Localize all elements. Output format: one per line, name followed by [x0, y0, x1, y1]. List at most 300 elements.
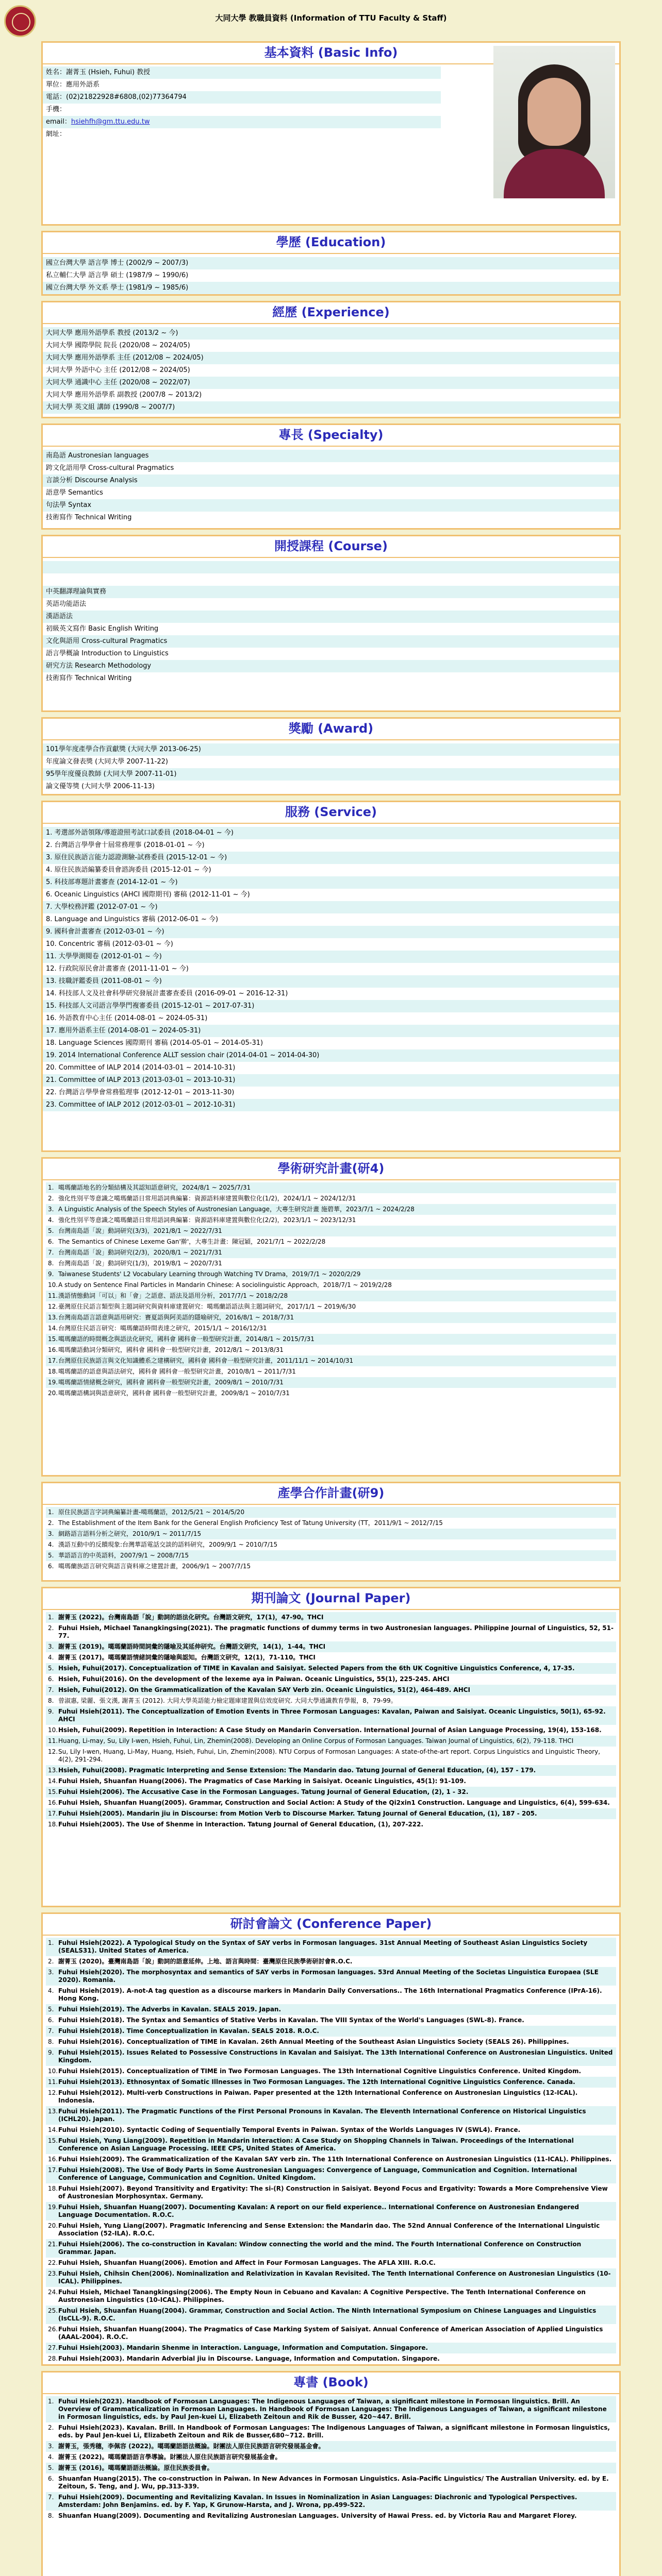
item-text: 漢語情態動詞「可以」和「會」之語意、語法及語用分析，2017/7/1 ~ 2018/2/28 — [58, 1292, 288, 1299]
item-text: 台灣南島語「說」動詞研究(3/3)，2021/8/1 ~ 2022/7/31 — [58, 1227, 222, 1234]
list-item — [46, 1334, 616, 1345]
site-title: 大同大學 教職員資料 (Information of TTU Faculty & Staff) — [215, 13, 447, 23]
list-item — [46, 1388, 616, 1399]
list-number: 20. — [48, 1389, 58, 1397]
list-item: 4. 原住民族語編纂委員會諮詢委員 (2015-12-01 ~ 今) — [43, 864, 619, 876]
item-text: Fuhui Hsieh(2009). Documenting and Revitalizing Kavalan. In Issues in Nominalization in Asian Languages: Diachronic and Typological Perspectives. Amsterdam: John Benjamins. ed. by F. Yap, K Grunow-Harsta, and J. Wrona, pp.499-522. — [58, 2494, 577, 2509]
list-number: 18. — [48, 1368, 58, 1375]
list-item — [46, 2106, 616, 2125]
list-number: 25. — [48, 2307, 58, 2314]
list-item — [46, 2066, 616, 2077]
list-item: 3. 原住民族語言能力認證測驗-試務委員 (2015-12-01 ~ 今) — [43, 852, 619, 864]
item-text: 謝菁玉，張秀穗，李佩容 (2022)。噶瑪蘭語語法概論。財團法人原住民族語言研究發展基金會。 — [58, 2443, 325, 2450]
item-text: A study on Sentence Final Particles in Mandarin Chinese: A sociolinguistic Approach，2018/7/1 ~ 2019/2/28 — [58, 1281, 392, 1289]
item-text: 強化性別平等意識之噶瑪蘭語日常用語詞典編纂：資源語料庫建置與數位化(2/2)，2023/1/1 ~ 2023/12/31 — [58, 1216, 356, 1224]
item-text: Fuhui Hsieh(2012). Multi-verb Constructions in Paiwan. Paper presented at the 12th International Conference on Austronesian Linguistics (12-ICAL). Indonesia. — [58, 2089, 578, 2104]
item-text: 謝菁玉 (2016)。噶瑪蘭語語法概論。原住民族委員會。 — [58, 2464, 213, 2471]
list-item — [46, 2183, 616, 2202]
list-item — [46, 1204, 616, 1215]
item-text: 網路語言語料分析之研究，2010/9/1 ~ 2011/7/15 — [58, 1530, 202, 1537]
list-item — [46, 1323, 616, 1334]
basic-info-section — [41, 41, 621, 226]
list-item — [46, 1529, 616, 1539]
list-number: 21. — [48, 2241, 58, 2248]
list-item: 大同大學 通識中心 主任 (2020/08 ~ 2022/07) — [43, 377, 619, 389]
item-text: 謝菁玉 (2020)。臺灣南島語「說」動詞的語意延伸。上地、語言與時間：臺灣原住民族學術研討會R.O.C. — [58, 1958, 353, 1965]
list-item — [46, 2154, 616, 2165]
item-text: 台灣原住民語言研究：噶瑪蘭語時間表達之研究，2015/1/1 ~ 2016/12/31 — [58, 1325, 267, 1332]
list-item: 20. Committee of IALP 2014 (2014-03-01 ~ 2014-10-31) — [43, 1062, 619, 1074]
section-title: 產學合作計畫(研9) — [43, 1483, 619, 1505]
list-item — [46, 1696, 616, 1706]
item-text: Fuhui Hsieh(2007). Beyond Transitivity and Ergativity: The si-(R) Construction in Saisiyat. Beyond Focus and Ergativity: Towards a More Comprehensive View of Austronesian Morphosyntax. Germany. — [58, 2185, 608, 2200]
item-text: Hsieh, Fuhui(2016). On the development of the lexeme aya in Paiwan. Oceanic Linguistics, 55(1), 225-245. AHCI — [58, 1675, 450, 1683]
list-item: 國立台灣大學 外文系 學士 (1981/9 ~ 1985/6) — [43, 282, 619, 294]
item-text: Fuhui Hsieh, Shuanfan Huang(2004). The Pragmatics of Case Marking System of Saisiyat. Annual Conference of American Association of Applied Linguistics (AAAL-2004). R.O.C. — [58, 2326, 603, 2341]
content — [41, 41, 621, 2576]
item-text: Fuhui Hsieh(2023). Handbook of Formosan Languages: The Indigenous Languages of Taiwan, a significant milestone in Formosan linguistics. Brill. An Overview of Grammaticalization in Formosan Languages. In Handbook of Formosan Languages: The Indigenous Languages of Taiwan, a significant milestone in Formosan linguistics, eds. by Paul Jen-kuei Li, Elizabeth Zeitoun and Rik de Busser, 420~447. Brill. — [58, 2398, 607, 2420]
list-number: 8. — [48, 1697, 54, 1704]
service-section — [41, 801, 621, 1152]
list-item — [46, 2004, 616, 2015]
list-item — [43, 561, 619, 573]
list-number: 23. — [48, 2270, 58, 2277]
list-number: 8. — [48, 1260, 54, 1267]
list-item — [46, 2306, 616, 2324]
list-item — [46, 1561, 616, 1572]
item-text: 噶瑪蘭語的時間概念與語法化研究，國科會 國科會一般型研究計畫，2014/8/1 ~ 2015/7/31 — [58, 1335, 315, 1343]
list-item: 17. 應用外語系主任 (2014-08-01 ~ 2024-05-31) — [43, 1025, 619, 1037]
list-number: 4. — [48, 1987, 54, 1994]
list-item: 18. Language Sciences 國際期刊 審稿 (2014-05-01 ~ 2014-05-31) — [43, 1037, 619, 1049]
item-text: 噶瑪蘭語動詞分類研究，國科會 國科會一般型研究計畫，2012/8/1 ~ 2013/8/31 — [58, 1346, 284, 1353]
list-item — [46, 2258, 616, 2268]
list-item: 2. 台灣語言學學會十屆常務理事 (2018-01-01 ~ 今) — [43, 839, 619, 852]
list-number: 19. — [48, 2204, 58, 2211]
item-text: 原住民族語言字詞典編纂計畫-噶瑪蘭語，2012/5/21 ~ 2014/5/20 — [58, 1509, 245, 1516]
list-item — [46, 2452, 616, 2463]
list-number: 14. — [48, 2126, 58, 2133]
list-item — [46, 1674, 616, 1685]
list-number: 13. — [48, 2108, 58, 2115]
list-number: 28. — [48, 2355, 58, 2362]
list-item: 大同大學 應用外語學系 副教授 (2007/8 ~ 2013/2) — [43, 389, 619, 401]
item-text: Shuanfan Huang(2009). Documenting and Revitalizing Austronesian Languages. University of Hawai Press. ed. by Victoria Rau and Margaret Florey. — [58, 2512, 577, 2519]
list-number: 1. — [48, 2398, 54, 2405]
list-item — [46, 1986, 616, 2004]
list-item — [46, 1550, 616, 1561]
item-text: Su, Lily I-wen, Huang, Li-May, Huang, Hsieh, Fuhui, Lin, Zhemin(2008). NTU Corpus of Formosan Languages: A state-of-the-art report. Corpus Linguistics and Linguistic Theory, 4(2), 291-294. — [58, 1748, 601, 1763]
list-item: 句法學 Syntax — [43, 499, 619, 512]
list-item: 南島語 Austronesian languages — [43, 450, 619, 462]
list-number: 7. — [48, 1686, 54, 1693]
section-title: 經歷 (Experience) — [43, 302, 619, 324]
list-number: 20. — [48, 2222, 58, 2229]
item-text: 曾淑惠, 梁麗、張文漢, 謝菁玉 (2012). 大同大學英語能力檢定題庫建置與信效度研究. 大同大學通識教育學報，8，79-99。 — [58, 1697, 397, 1704]
list-item: 漢語語法 — [43, 611, 619, 623]
list-item — [46, 2165, 616, 2183]
list-number: 27. — [48, 2344, 58, 2351]
list-number: 18. — [48, 1821, 58, 1828]
list-item — [46, 2463, 616, 2473]
list-number: 15. — [48, 1788, 58, 1795]
list-number: 2. — [48, 1958, 54, 1965]
list-number: 22. — [48, 2259, 58, 2266]
list-item: 11. 大學學測閱卷 (2012-01-01 ~ 今) — [43, 951, 619, 963]
list-number: 5. — [48, 1665, 54, 1672]
list-item: 22. 台灣語言學學會常務監理事 (2012-12-01 ~ 2013-11-30) — [43, 1087, 619, 1099]
list-item — [46, 1967, 616, 1986]
list-item — [46, 2287, 616, 2306]
section-title: 專長 (Specialty) — [43, 425, 619, 447]
list-number: 6. — [48, 1238, 54, 1245]
list-item: 12. 行政院原民會計畫審查 (2011-11-01 ~ 今) — [43, 963, 619, 975]
list-number: 1. — [48, 1614, 54, 1621]
list-item: 語意學 Semantics — [43, 487, 619, 499]
item-text: Fuhui Hsieh(2005). Mandarin jiu in Discourse: from Motion Verb to Discourse Marker. Tatung Journal of General Education, (1), 187 - 205. — [58, 1810, 537, 1817]
list-number: 7. — [48, 2494, 54, 2501]
list-number: 5. — [48, 2464, 54, 2471]
item-text: 謝菁玉 (2022)。噶瑪蘭語語言學導論。財團法人原住民族語言研究發展基金會。 — [58, 2453, 282, 2461]
email-row: email：hsiehfh@gm.ttu.edu.tw — [43, 116, 441, 128]
specialty-section — [41, 423, 621, 530]
list-number: 2. — [48, 1195, 54, 1202]
item-text: 台灣南島語「說」動詞研究(1/3)，2019/8/1 ~ 2020/7/31 — [58, 1260, 222, 1267]
list-item — [46, 1725, 616, 1736]
list-item — [46, 2396, 616, 2422]
item-text: The Establishment of the Item Bank for the General English Proficiency Test of Tatung University (TT，2011/9/1 ~ 2012/7/15 — [58, 1519, 443, 1527]
book-section — [41, 2371, 621, 2576]
list-item — [46, 1236, 616, 1247]
section-title: 學歷 (Education) — [43, 232, 619, 254]
list-item: 5. 科技部專題計畫審查 (2014-12-01 ~ 今) — [43, 876, 619, 889]
list-number: 1. — [48, 1509, 54, 1516]
list-number: 12. — [48, 1748, 58, 1755]
item-text: Fuhui Hsieh(2011). The Conceptualization of Emotion Events in Three Formosan Languages: Kavalan, Paiwan and Saisiyat. Oceanic Linguistics, 50(1), 65-92. AHCI — [58, 1708, 606, 1723]
list-number: 12. — [48, 2089, 58, 2096]
section-title: 期刊論文 (Journal Paper) — [43, 1588, 619, 1610]
industry-section — [41, 1482, 621, 1582]
list-number: 14. — [48, 1325, 58, 1332]
list-item: 大同大學 外語中心 主任 (2012/08 ~ 2024/05) — [43, 364, 619, 377]
section-title: 開授課程 (Course) — [43, 536, 619, 558]
list-item — [46, 2343, 616, 2353]
list-number: 17. — [48, 1357, 58, 1364]
list-item — [46, 1663, 616, 1674]
conference-list — [43, 1936, 619, 2368]
list-number: 3. — [48, 1969, 54, 1976]
list-item — [46, 2037, 616, 2047]
item-text: Fuhui Hsieh, Shuanfan Huang(2007). Documenting Kavalan: A report on our field experience.. International Conference on Austronesian Endangered Language Documentation. R.O.C. — [58, 2204, 580, 2218]
list-item — [46, 1301, 616, 1312]
item-text: Fuhui Hsieh, Shuanfan Huang(2005). Grammar, Construction and Social Action: A Study of the Qi2xin1 Construction. Language and Linguistics, 6(4), 599-634. — [58, 1799, 610, 1806]
phone-row: 電話：(02)21822928#6808,(02)77364794 — [43, 91, 441, 104]
list-item — [46, 1706, 616, 1725]
list-item: 大同大學 英文組 講師 (1990/8 ~ 2007/7) — [43, 401, 619, 414]
list-item: 論文優等獎 (大同大學 2006-11-13) — [43, 781, 619, 793]
item-text: Fuhui Hsieh(2008). The Use of Body Parts in Some Austronesian Languages: Convergence of Language, Communication and Cognition. International Conference of Language, Communication and Cognition. United Kingdom. — [58, 2166, 577, 2181]
list-item — [46, 2026, 616, 2037]
list-number: 5. — [48, 1227, 54, 1234]
list-item: 1. 考選部外語領隊/導遊證照考試口試委員 (2018-04-01 ~ 今) — [43, 827, 619, 839]
profile-photo — [493, 46, 615, 198]
list-item: 6. Oceanic Linguistics (AHCI 國際期刊) 審稿 (2012-11-01 ~ 今) — [43, 889, 619, 901]
list-item — [46, 2492, 616, 2511]
list-item — [46, 1215, 616, 1226]
list-item — [46, 2473, 616, 2492]
list-item — [46, 1787, 616, 1798]
list-item — [46, 2268, 616, 2287]
list-item: 技術寫作 Technical Writing — [43, 512, 619, 524]
list-item — [46, 1747, 616, 1765]
list-number: 6. — [48, 1563, 54, 1570]
list-item: 21. Committee of IALP 2013 (2013-03-01 ~ 2013-10-31) — [43, 1074, 619, 1087]
list-item — [46, 2015, 616, 2026]
list-item — [46, 2239, 616, 2258]
item-text: 噶瑪蘭語情緒概念研究，國科會 國科會一般型研究計畫，2009/8/1 ~ 2010/7/31 — [58, 1379, 284, 1386]
list-number: 3. — [48, 2443, 54, 2450]
item-text: Fuhui Hsieh(2006). The Accusative Case in the Formosan Languages. Tatung Journal of General Education, (2), 1 - 32. — [58, 1788, 469, 1795]
item-text: 漢語互動中的反饋現象:台灣華語電話交談的語料研究，2009/9/1 ~ 2010/7/15 — [58, 1541, 278, 1548]
item-text: Fuhui Hsieh(2006). The co-construction in Kavalan: Window connecting the world and the mind. The Fourth International Conference on Construction Grammar. Japan. — [58, 2241, 582, 2256]
list-item — [46, 2511, 616, 2521]
list-item — [46, 1819, 616, 1830]
experience-section — [41, 301, 621, 418]
list-number: 6. — [48, 2016, 54, 2024]
item-text: Hsieh, Fuhui(2017). Conceptualization of TIME in Kavalan and Saisiyat. Selected Papers from the 6th UK Cognitive Linguistics Conference, 4, 17-35. — [58, 1665, 575, 1672]
list-item — [46, 2136, 616, 2154]
list-item: 初級英文寫作 Basic English Writing — [43, 623, 619, 635]
item-text: 謝菁玉 (2022)。台灣南島語「說」動詞的語法化研究。台灣語文研究，17(1)，47-90。THCI — [58, 1614, 324, 1621]
book-list — [43, 2394, 619, 2526]
list-number: 24. — [48, 2289, 58, 2296]
list-item — [46, 1736, 616, 1747]
list-item — [46, 1258, 616, 1269]
list-number: 11. — [48, 2078, 58, 2086]
list-number: 9. — [48, 2049, 54, 2056]
item-text: 台灣原住民族語言與文化知識體系之建構研究，國科會 國科會一般型研究計畫，2011/11/1 ~ 2014/10/31 — [58, 1357, 354, 1364]
item-text: Fuhui Hsieh(2019). A-not-A tag question as a discourse markers in Mandarin Daily Conversations.. The 16th International Pragmatics Conference (IPrA-16). Hong Kong. — [58, 1987, 602, 2002]
courses-section — [41, 535, 621, 712]
list-item — [46, 1280, 616, 1291]
list-item — [46, 1507, 616, 1518]
item-text: Fuhui Hsieh, Michael Tanangkingsing(2021). The pragmatic functions of dummy terms in two Austronesian languages. Philippine Journal of Linguistics, 52, 51-77. — [58, 1624, 614, 1639]
list-number: 7. — [48, 2027, 54, 2035]
section-title: 專書 (Book) — [43, 2372, 619, 2394]
list-item: 跨文化語用學 Cross-cultural Pragmatics — [43, 462, 619, 474]
item-text: Shuanfan Huang(2015). The co-construction in Paiwan. In New Advances in Formosan Linguistics. Asia-Pacific Linguistics/ The Australian University. ed. by E. Zeitoun, S. Teng, and J. Wu, pp.313-339. — [58, 2475, 609, 2490]
item-text: Fuhui Hsieh(2010). Syntactic Coding of Sequentially Temporal Events in Paiwan. Syntax of the Worlds Languages IV (SWL4). France. — [58, 2126, 521, 2133]
list-number: 2. — [48, 1624, 54, 1632]
item-text: Fuhui Hsieh(2018). Time Conceptualization in Kavalan. SEALS 2018. R.O.C. — [58, 2027, 319, 2035]
item-text: 噶瑪蘭族語言研究與語言資料庫之建置計畫，2006/9/1 ~ 2007/7/15 — [58, 1563, 251, 1570]
list-number: 4. — [48, 2453, 54, 2461]
list-item — [46, 1193, 616, 1204]
list-number: 4. — [48, 1216, 54, 1224]
list-number: 12. — [48, 1303, 58, 1310]
list-item: 語言學概論 Introduction to Linguistics — [43, 648, 619, 660]
item-text: 臺灣原住民語言類型與主題詞研究與資料庫建置研究：噶瑪蘭語語法與主題詞研究，2017/1/1 ~ 2019/6/30 — [58, 1303, 356, 1310]
list-item — [46, 1355, 616, 1366]
list-item: 國立台灣大學 語言學 博士 (2002/9 ~ 2007/3) — [43, 257, 619, 269]
list-item: 研究方法 Research Methodology — [43, 660, 619, 672]
list-item: 14. 科技部人文及社會科學研究發展計畫審查委員 (2016-09-01 ~ 2016-12-31) — [43, 988, 619, 1000]
item-text: Fuhui Hsieh, Shuanfan Huang(2006). Emotion and Affect in Four Formosan Languages. The AFLA XIII. R.O.C. — [58, 2259, 436, 2266]
item-text: Taiwanese Students' L2 Vocabulary Learning through Watching TV Drama，2019/7/1 ~ 2020/2/29 — [58, 1270, 361, 1278]
list-number: 1. — [48, 1184, 54, 1191]
list-item — [46, 1366, 616, 1377]
list-number: 6. — [48, 2475, 54, 2482]
section-title: 獎勵 (Award) — [43, 719, 619, 740]
item-text: 台灣南島語「說」動詞研究(2/3)，2020/8/1 ~ 2021/7/31 — [58, 1249, 222, 1256]
list-number: 2. — [48, 2424, 54, 2431]
website-row: 網址： — [43, 128, 441, 141]
list-item — [46, 1685, 616, 1696]
research-list — [43, 1180, 619, 1403]
list-item — [46, 1798, 616, 1808]
list-item: 7. 大學校務評鑑 (2012-07-01 ~ 今) — [43, 901, 619, 913]
list-item — [46, 1938, 616, 1956]
item-text: 噶瑪蘭語的語意與語法研究，國科會 國科會一般型研究計畫，2010/8/1 ~ 2011/7/31 — [58, 1368, 296, 1375]
item-text: Fuhui Hsieh, Shuanfan Huang(2004). Grammar, Construction and Social Action. The Ninth International Symposium on Chinese Languages and Linguistics (IsCLL-9). R.O.C. — [58, 2307, 597, 2322]
journal-list — [43, 1610, 619, 1834]
list-item: 英語功能語法 — [43, 598, 619, 611]
list-item — [46, 1345, 616, 1355]
list-item: 言談分析 Discourse Analysis — [43, 474, 619, 487]
list-item — [46, 1182, 616, 1193]
item-text: 噶瑪蘭語構詞與語意研究，國科會 國科會一般型研究計畫，2009/8/1 ~ 2010/7/31 — [58, 1389, 290, 1397]
list-number: 4. — [48, 1541, 54, 1548]
email-link[interactable]: hsiehfh@gm.ttu.edu.tw — [71, 118, 150, 126]
list-number: 16. — [48, 2156, 58, 2163]
item-text: Fuhui Hsieh(2009). The Grammaticalization of the Kavalan SAY verb zin. The 11th International Conference on Austronesian Linguistics (11-ICAL). Philippines. — [58, 2156, 612, 2163]
list-item — [46, 2441, 616, 2452]
item-text: Fuhui Hsieh(2015). Conceptualization of TIME in Two Formosan Languages. The 13th International Cognitive Linguistics Conference. United Kingdom. — [58, 2067, 582, 2075]
list-number: 10. — [48, 1281, 58, 1289]
list-number: 2. — [48, 1519, 54, 1527]
list-number: 9. — [48, 1270, 54, 1278]
award-section — [41, 717, 621, 795]
industry-list — [43, 1505, 619, 1576]
list-number: 15. — [48, 1335, 58, 1343]
list-item: 13. 技職評鑑委員 (2011-08-01 ~ 今) — [43, 975, 619, 988]
list-item — [46, 1377, 616, 1388]
list-number: 1. — [48, 1939, 54, 1946]
list-item: 101學年度產學合作貢獻獎 (大同大學 2013-06-25) — [43, 743, 619, 756]
item-text: Fuhui Hsieh(2005). The Use of Shenme in Interaction. Tatung Journal of General Education, (1), 207-222. — [58, 1821, 424, 1828]
item-text: Huang, Li-may, Su, Lily I-wen, Hsieh, Fuhui, Lin, Zhemin(2008). Developing an Online Corpus of Formosan Languages. Taiwan Journal of Linguistics, 6(2), 79-118. THCI — [58, 1737, 574, 1744]
list-item — [46, 2125, 616, 2136]
item-text: Fuhui Hsieh, Yung Liang(2007). Pragmatic Inferencing and Sense Extension: the Mandarin dao. The 52nd Annual Conference of the International Linguistic Association (52-ILA). R.O.C. — [58, 2222, 600, 2237]
list-item — [46, 1312, 616, 1323]
name-row: 姓名：謝菁玉 (Hsieh, Fuhui) 教授 — [43, 66, 441, 79]
item-text: Hsieh, Fuhui(2008). Pragmatic Interpreting and Sense Extension: The Mandarin dao. Tatung Journal of General Education, (4), 157 - 179. — [58, 1767, 536, 1774]
section-title: 研討會論文 (Conference Paper) — [43, 1914, 619, 1936]
list-item: 8. Language and Linguistics 審稿 (2012-06-01 ~ 今) — [43, 913, 619, 926]
item-text: Fuhui Hsieh(2011). The Pragmatic Functions of the First Personal Pronouns in Kavalan. The Eleventh International Conference on Historical Linguistics (ICHL20). Japan. — [58, 2108, 586, 2123]
list-number: 16. — [48, 1346, 58, 1353]
section-title: 服務 (Service) — [43, 802, 619, 824]
list-number: 26. — [48, 2326, 58, 2333]
list-number: 6. — [48, 1675, 54, 1683]
item-text: Fuhui Hsieh(2013). Ethnosyntax of Somatic Illnesses in Two Formosan Languages. The 12th International Cognitive Linguistics Conference. Canada. — [58, 2078, 575, 2086]
item-text: Fuhui Hsieh(2018). The Syntax and Semantics of Stative Verbs in Kavalan. The VIII Syntax of the World's Languages (SWL-8). France. — [58, 2016, 524, 2024]
list-item: 23. Committee of IALP 2012 (2012-03-01 ~ 2012-10-31) — [43, 1099, 619, 1111]
list-item — [46, 2047, 616, 2066]
unit-row: 單位：應用外語系 — [43, 79, 441, 91]
list-item: 大同大學 應用外語學系 主任 (2012/08 ~ 2024/05) — [43, 352, 619, 364]
list-item: 15. 科技部人文司語言學學門複審委員 (2015-12-01 ~ 2017-07-31) — [43, 1000, 619, 1012]
list-item: 10. Concentric 審稿 (2012-03-01 ~ 今) — [43, 938, 619, 951]
list-number: 9. — [48, 1708, 54, 1715]
section-title: 基本資料 (Basic Info) — [43, 43, 619, 64]
list-number: 16. — [48, 1799, 58, 1806]
list-item — [46, 1226, 616, 1236]
list-item: 文化與語用 Cross-cultural Pragmatics — [43, 635, 619, 648]
list-number: 17. — [48, 1810, 58, 1817]
list-item: 私立輔仁大學 語言學 碩士 (1987/9 ~ 1990/6) — [43, 269, 619, 282]
item-text: Fuhui Hsieh, Yung Liang(2009). Repetition in Mandarin Interaction: A Case Study on Shopping Channels in Taiwan. Proceedings of the International Conference on Asian Language Processing. IEEE CPS, United States of America. — [58, 2137, 574, 2152]
list-item — [46, 2088, 616, 2106]
list-item — [46, 1808, 616, 1819]
item-text: Fuhui Hsieh(2015). Issues Related to Possessive Constructions in Kavalan and Saisiyat. The 13th International Conference on Austronesian Linguistics. United Kingdom. — [58, 2049, 613, 2064]
list-number: 15. — [48, 2137, 58, 2144]
list-item — [46, 1652, 616, 1663]
list-number: 5. — [48, 2006, 54, 2013]
item-text: 謝菁玉 (2019)。噶瑪蘭語時間詞彙的隱喻及其延伸研究。台灣語文研究，14(1)，1-44。THCI — [58, 1643, 326, 1650]
item-text: Fuhui Hsieh(2020). The morphosyntax and semantics of SAY verbs in Formosan languages. 53rd Annual Meeting of the Societas Linguistica Europaea (SLE 2020). Romania. — [58, 1969, 599, 1984]
conference-section — [41, 1912, 621, 2366]
list-item — [46, 2422, 616, 2441]
research-section — [41, 1157, 621, 1477]
list-item: 19. 2014 International Conference ALLT session chair (2014-04-01 ~ 2014-04-30) — [43, 1049, 619, 1062]
list-item — [46, 1539, 616, 1550]
list-number: 5. — [48, 1552, 54, 1559]
list-item: 大同大學 國際學院 院長 (2020/08 ~ 2024/05) — [43, 340, 619, 352]
list-item — [46, 1291, 616, 1301]
list-item: 中英翻譯理論與實務 — [43, 586, 619, 598]
list-item — [46, 1518, 616, 1529]
list-item — [46, 1776, 616, 1787]
list-item — [46, 1269, 616, 1280]
list-number: 11. — [48, 1292, 58, 1299]
list-number: 8. — [48, 2512, 54, 2519]
list-number: 11. — [48, 1737, 58, 1744]
mobile-row: 手機： — [43, 104, 441, 116]
list-item — [46, 2324, 616, 2343]
list-number: 8. — [48, 2038, 54, 2045]
item-text: Fuhui Hsieh(2019). The Adverbs in Kavalan. SEALS 2019. Japan. — [58, 2006, 282, 2013]
item-text: 台灣南島語言語意與語用研究：賽夏語與阿美語的隱喻研究，2016/8/1 ~ 2018/7/31 — [58, 1314, 294, 1321]
list-item — [46, 2353, 616, 2364]
list-number: 10. — [48, 1726, 58, 1734]
list-item: 大同大學 應用外語學系 教授 (2013/2 ~ 今) — [43, 327, 619, 340]
list-number: 13. — [48, 1767, 58, 1774]
list-number: 4. — [48, 1654, 54, 1661]
item-text: Fuhui Hsieh, Chihsin Chen(2006). Nominalization and Relativization in Kavalan Revisited. The Tenth International Conference on Austronesian Linguistics (10-ICAL). Philippines. — [58, 2270, 611, 2285]
item-text: Fuhui Hsieh(2016). Conceptualization of TIME in Kavalan. 26th Annual Meeting of the Southeast Asian Linguistics Society (SEALS 26). Philippines. — [58, 2038, 569, 2045]
item-text: Fuhui Hsieh(2003). Mandarin Adverbial jiu in Discourse. Language, Information and Computation. Singapore. — [58, 2355, 440, 2362]
list-item: 95學年度優良教師 (大同大學 2007-11-01) — [43, 768, 619, 781]
list-number: 3. — [48, 1530, 54, 1537]
item-text: Fuhui Hsieh, Michael Tanangkingsing(2006). The Empty Noun in Cebuano and Kavalan: A Cognitive Perspective. The Tenth International Conference on Austronesian Linguistics (10-ICAL). Philippines. — [58, 2289, 586, 2303]
list-item — [46, 1612, 616, 1623]
item-text: 華語語言的中英語料，2007/9/1 ~ 2008/7/15 — [58, 1552, 189, 1559]
item-text: The Semantics of Chinese Lexeme Gan'擀'，大專生計畫：陳冠穎，2021/7/1 ~ 2022/2/28 — [58, 1238, 326, 1245]
list-item — [46, 2202, 616, 2221]
list-item — [46, 1247, 616, 1258]
page-header — [0, 0, 662, 41]
